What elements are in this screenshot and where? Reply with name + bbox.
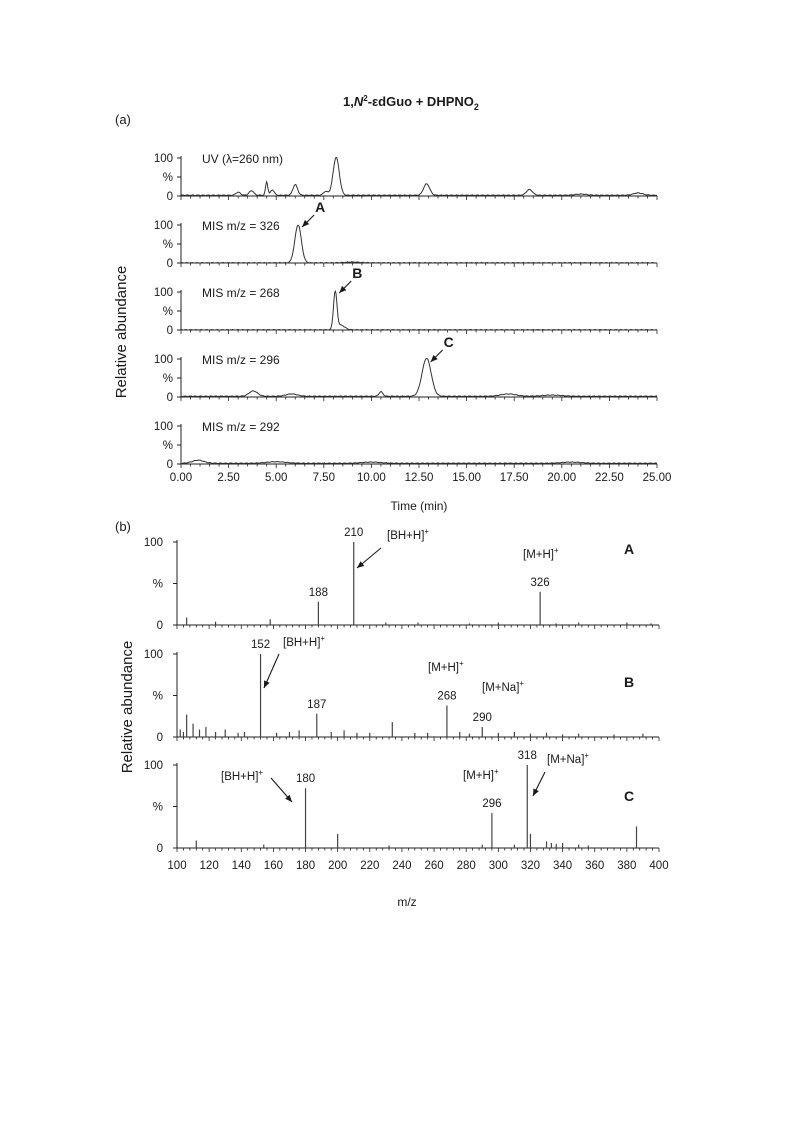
- y-tick-label: 0: [166, 392, 173, 404]
- chromatogram-line: [181, 460, 657, 464]
- ion-annotation-label: [BH+H]+: [283, 634, 326, 649]
- y-tick-label: 100: [143, 760, 163, 772]
- panel-a-y-axis-title: Relative abundance: [113, 265, 130, 399]
- peak-mz-label: 180: [295, 773, 316, 786]
- x-tick-label: 400: [649, 860, 669, 872]
- x-tick-label: 260: [424, 860, 444, 872]
- ion-annotation-label: [M+H]+: [523, 546, 559, 561]
- x-tick-label: 100: [167, 860, 187, 872]
- y-tick-label: 100: [153, 153, 173, 165]
- ion-annotation-label: [M+Na]+: [547, 751, 590, 766]
- y-tick-label: 0: [156, 620, 163, 632]
- y-tick-label: 100: [153, 354, 173, 366]
- y-tick-label: %: [162, 306, 173, 318]
- x-tick-label: 340: [553, 860, 573, 872]
- y-tick-label: %: [162, 373, 173, 385]
- panel-b-y-axis-title: Relative abundance: [119, 640, 136, 774]
- y-tick-label: 0: [166, 325, 173, 337]
- x-tick-label: 120: [199, 860, 219, 872]
- peak-arrow: [431, 350, 443, 362]
- peak-mz-label: 296: [482, 798, 502, 811]
- y-tick-label: 0: [166, 191, 173, 203]
- x-tick-label: 360: [585, 860, 605, 872]
- panel-b-label: (b): [115, 519, 131, 534]
- mass-spectrum: [144, 750, 659, 855]
- peak-mz-label: 210: [344, 527, 364, 539]
- peak-arrow: [339, 281, 351, 293]
- x-tick-label: 200: [328, 860, 348, 872]
- x-tick-label: 280: [456, 860, 476, 872]
- y-tick-label: %: [162, 172, 173, 184]
- x-tick-label: 380: [617, 860, 637, 872]
- x-tick-label: 180: [295, 860, 316, 872]
- y-tick-label: 0: [166, 258, 173, 270]
- y-tick-label: %: [152, 690, 163, 703]
- y-tick-label: 100: [153, 220, 173, 232]
- x-tick-label: 22.50: [595, 472, 624, 484]
- x-tick-label: 320: [520, 860, 541, 872]
- chromatogram-trace: [154, 152, 657, 203]
- peak-mz-label: 318: [517, 750, 537, 762]
- x-tick-label: 140: [231, 860, 251, 872]
- x-tick-label: 15.00: [452, 472, 481, 484]
- x-tick-label: 17.50: [499, 472, 529, 484]
- trace-label: MIS m/z = 326: [202, 219, 280, 233]
- y-tick-label: %: [162, 239, 173, 251]
- x-tick-label: 25.00: [642, 472, 672, 484]
- peak-mz-label: 187: [307, 698, 327, 711]
- y-tick-label: %: [162, 440, 173, 452]
- panel-a-x-axis-title: Time (min): [390, 499, 448, 513]
- y-tick-label: 100: [153, 421, 173, 433]
- x-tick-label: 2.50: [217, 472, 240, 484]
- x-tick-label: 160: [263, 860, 283, 872]
- x-tick-label: 5.00: [265, 472, 288, 484]
- peak-mz-label: 268: [437, 690, 457, 703]
- ion-annotation-label: [BH+H]+: [221, 768, 264, 783]
- spectrum-letter-C: C: [624, 788, 635, 804]
- y-tick-label: 100: [153, 287, 173, 299]
- spectrum-letter-A: A: [624, 541, 635, 557]
- ion-annotation-label: [M+H]+: [428, 659, 464, 674]
- chromatogram-trace: [154, 265, 657, 337]
- peak-arrow: [302, 215, 314, 227]
- figure-title: $1,N^2$-εdGuo + $DHPNO_2$: [343, 94, 479, 112]
- x-tick-label: 7.50: [312, 472, 335, 484]
- peak-mz-label: 188: [308, 586, 328, 599]
- y-tick-label: %: [152, 801, 163, 814]
- ion-arrow: [264, 654, 279, 688]
- y-tick-label: 100: [143, 537, 163, 549]
- ion-annotation-label: [M+Na]+: [482, 679, 525, 694]
- peak-letter-C: C: [443, 334, 454, 350]
- trace-label: UV (λ=260 nm): [202, 152, 284, 166]
- ion-annotation-label: [M+H]+: [463, 767, 499, 782]
- trace-label: MIS m/z = 268: [202, 286, 280, 300]
- trace-label: MIS m/z = 296: [202, 353, 280, 367]
- y-tick-label: 100: [143, 649, 163, 661]
- x-tick-label: 20.00: [547, 472, 577, 484]
- y-tick-label: 0: [166, 459, 173, 471]
- y-tick-label: %: [152, 578, 163, 591]
- peak-mz-label: 326: [530, 576, 550, 589]
- panel-a-label: (a): [115, 112, 131, 127]
- ion-arrow: [271, 778, 292, 802]
- ion-arrow: [357, 548, 381, 568]
- peak-mz-label: 290: [472, 712, 492, 725]
- trace-label: MIS m/z = 292: [202, 420, 280, 434]
- x-tick-label: 300: [488, 860, 508, 872]
- peak-letter-B: B: [352, 265, 363, 281]
- chromatogram-trace: [154, 420, 657, 471]
- ion-annotation-label: [BH+H]+: [387, 527, 430, 542]
- peak-letter-A: A: [315, 199, 326, 215]
- spectrum-letter-B: B: [624, 674, 635, 690]
- panel-b-x-axis-title: m/z: [397, 895, 417, 909]
- chromatogram-trace: [154, 334, 657, 404]
- peak-mz-label: 152: [250, 639, 271, 651]
- mass-spectrum: [144, 527, 659, 632]
- ion-arrow: [533, 772, 545, 796]
- mass-spectrum: [144, 634, 659, 744]
- mass-spectra-panel: [144, 527, 669, 872]
- x-tick-label: 220: [360, 860, 380, 872]
- chromatogram-panel: [154, 152, 672, 484]
- chromatogram-trace: [154, 199, 657, 270]
- y-tick-label: 0: [156, 732, 163, 744]
- y-tick-label: 0: [156, 843, 163, 855]
- x-tick-label: 240: [392, 860, 412, 872]
- x-tick-label: 12.50: [404, 472, 434, 484]
- x-tick-label: 10.00: [357, 472, 386, 484]
- x-tick-label: 0.00: [169, 472, 193, 484]
